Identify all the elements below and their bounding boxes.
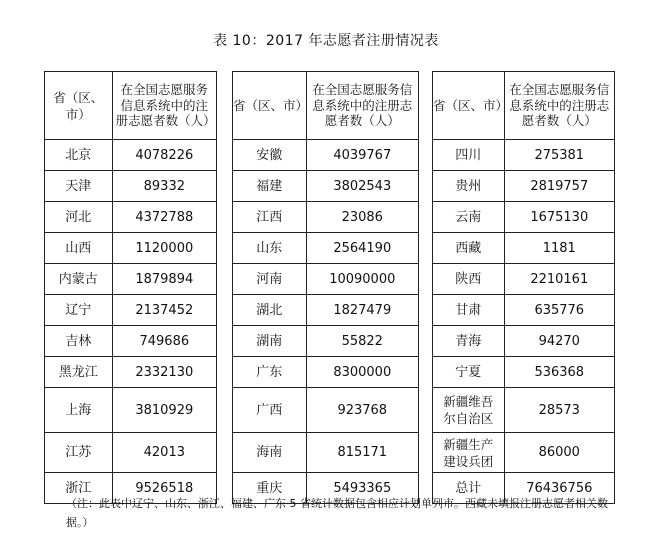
province-name: 北京	[45, 140, 113, 171]
province-name: 河南	[233, 264, 307, 295]
volunteer-count: 94270	[504, 326, 614, 357]
province-name: 上海	[45, 388, 113, 433]
volunteer-count: 3810929	[112, 388, 216, 433]
province-name: 新疆生产建设兵团	[433, 433, 505, 473]
volunteer-count: 815171	[306, 433, 418, 473]
table-row	[433, 171, 615, 202]
table-row	[45, 171, 217, 202]
volunteer-count: 8300000	[306, 357, 418, 388]
volunteer-count: 76436756	[504, 473, 614, 504]
province-name: 山西	[45, 233, 113, 264]
volunteer-count: 3802543	[306, 171, 418, 202]
table-row	[45, 233, 217, 264]
province-name: 天津	[45, 171, 113, 202]
province-name: 海南	[233, 433, 307, 473]
province-name: 广东	[233, 357, 307, 388]
table-row	[45, 140, 217, 171]
table-row	[433, 264, 615, 295]
volunteer-count: 1120000	[112, 233, 216, 264]
province-name: 贵州	[433, 171, 505, 202]
table-row	[433, 388, 615, 433]
volunteer-count: 2564190	[306, 233, 418, 264]
table-row	[45, 433, 217, 473]
province-name: 吉林	[45, 326, 113, 357]
volunteer-count: 1827479	[306, 295, 418, 326]
header-volunteers: 在全国志愿服务信息系统中的注册志愿者数（人）	[306, 72, 418, 140]
province-name: 重庆	[233, 473, 307, 504]
table-row	[233, 433, 419, 473]
header-province: 省（区、市）	[45, 72, 113, 140]
volunteer-count: 1675130	[504, 202, 614, 233]
province-name: 福建	[233, 171, 307, 202]
volunteer-count: 2210161	[504, 264, 614, 295]
table-row	[433, 233, 615, 264]
volunteer-table-1	[44, 71, 217, 504]
table-header-row	[433, 72, 615, 140]
province-name: 黑龙江	[45, 357, 113, 388]
table-row	[45, 357, 217, 388]
province-name: 总计	[433, 473, 505, 504]
table-row	[233, 202, 419, 233]
province-name: 新疆维吾尔自治区	[433, 388, 505, 433]
volunteer-count: 28573	[504, 388, 614, 433]
page-title: 表 10：2017 年志愿者注册情况表	[213, 33, 439, 49]
table-row	[433, 202, 615, 233]
table-row	[233, 264, 419, 295]
volunteer-count: 2332130	[112, 357, 216, 388]
volunteer-count: 86000	[504, 433, 614, 473]
province-name: 四川	[433, 140, 505, 171]
table-header-row	[233, 72, 419, 140]
table-row	[233, 388, 419, 433]
province-name: 云南	[433, 202, 505, 233]
table-row	[433, 295, 615, 326]
volunteer-count: 10090000	[306, 264, 418, 295]
table-row	[45, 326, 217, 357]
volunteer-table-3	[432, 71, 615, 504]
province-name: 江苏	[45, 433, 113, 473]
table-row	[233, 357, 419, 388]
table-row	[433, 357, 615, 388]
province-name: 广西	[233, 388, 307, 433]
province-name: 内蒙古	[45, 264, 113, 295]
table-header-row	[45, 72, 217, 140]
volunteer-count: 635776	[504, 295, 614, 326]
province-name: 安徽	[233, 140, 307, 171]
volunteer-count: 2819757	[504, 171, 614, 202]
volunteer-table-2	[232, 71, 419, 504]
footnote: （注：此表中辽宁、山东、浙江、福建、广东 5 省统计数据包含相应计划单列市。西藏未填报注册志愿者相关数据。）	[66, 497, 608, 529]
table-row	[433, 326, 615, 357]
table-row	[233, 295, 419, 326]
table-row	[45, 295, 217, 326]
volunteer-count: 4372788	[112, 202, 216, 233]
volunteer-count: 89332	[112, 171, 216, 202]
header-province: 省（区、市）	[433, 72, 505, 140]
table-row	[233, 233, 419, 264]
province-name: 甘肃	[433, 295, 505, 326]
province-name: 山东	[233, 233, 307, 264]
province-name: 陕西	[433, 264, 505, 295]
province-name: 江西	[233, 202, 307, 233]
province-name: 湖南	[233, 326, 307, 357]
volunteer-count: 923768	[306, 388, 418, 433]
volunteer-count: 2137452	[112, 295, 216, 326]
province-name: 河北	[45, 202, 113, 233]
volunteer-count: 4039767	[306, 140, 418, 171]
province-name: 青海	[433, 326, 505, 357]
table-row	[233, 140, 419, 171]
table-row	[433, 433, 615, 473]
table-row	[45, 264, 217, 295]
volunteer-count: 749686	[112, 326, 216, 357]
province-name: 浙江	[45, 473, 113, 504]
province-name: 湖北	[233, 295, 307, 326]
header-province: 省（区、市）	[233, 72, 307, 140]
province-name: 辽宁	[45, 295, 113, 326]
table-row	[45, 202, 217, 233]
province-name: 西藏	[433, 233, 505, 264]
province-name: 宁夏	[433, 357, 505, 388]
volunteer-count: 9526518	[112, 473, 216, 504]
volunteer-count: 5493365	[306, 473, 418, 504]
table-row	[433, 140, 615, 171]
volunteer-count: 275381	[504, 140, 614, 171]
table-row	[45, 388, 217, 433]
volunteer-count: 1879894	[112, 264, 216, 295]
volunteer-count: 42013	[112, 433, 216, 473]
header-volunteers: 在全国志愿服务信息系统中的注册志愿者数（人）	[504, 72, 614, 140]
table-row	[233, 326, 419, 357]
volunteer-count: 536368	[504, 357, 614, 388]
volunteer-count: 23086	[306, 202, 418, 233]
table-row	[233, 171, 419, 202]
volunteer-count: 55822	[306, 326, 418, 357]
volunteer-count: 1181	[504, 233, 614, 264]
volunteer-count: 4078226	[112, 140, 216, 171]
header-volunteers: 在全国志愿服务信息系统中的注册志愿者数（人）	[112, 72, 216, 140]
